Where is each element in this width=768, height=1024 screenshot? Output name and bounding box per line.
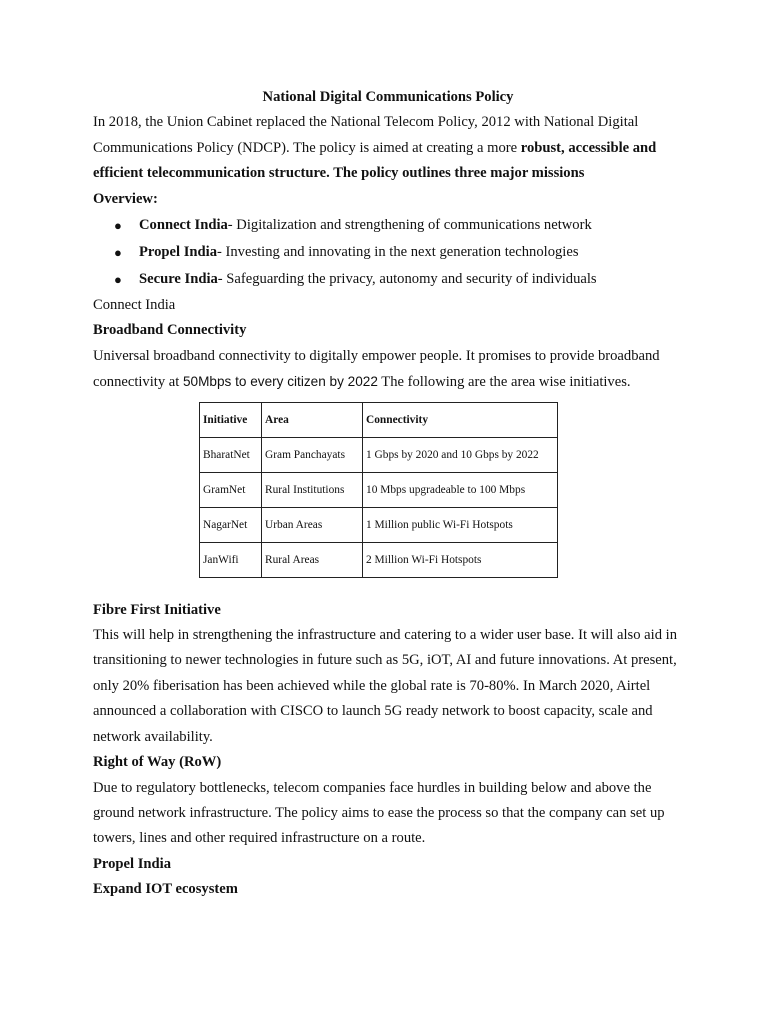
table-row <box>200 472 558 507</box>
table-cell: 1 Million public Wi-Fi Hotspots <box>363 507 558 542</box>
intro-bold-text: robust, accessible and efficient telecommunication structure. The policy outlines three major missions <box>93 139 657 182</box>
table-cell: 1 Gbps by 2020 and 10 Gbps by 2022 <box>363 437 558 472</box>
missions-list <box>93 212 683 293</box>
document-title: National Digital Communications Policy <box>262 89 514 105</box>
intro-text: In 2018, the Union Cabinet replaced the National Telecom Policy, 2012 with National Digital Communications Policy (NDCP). The policy is aimed at creating a more <box>93 114 639 156</box>
table-cell: Gram Panchayats <box>262 437 363 472</box>
list-item <box>93 266 683 293</box>
table-row <box>200 507 558 542</box>
table-cell: NagarNet <box>200 507 262 542</box>
table-row <box>200 437 558 472</box>
list-item <box>93 212 683 239</box>
table-row <box>200 542 558 577</box>
broadband-paragraph <box>93 344 683 396</box>
broadband-heading: Broadband Connectivity <box>93 322 247 339</box>
table-header-area: Area <box>262 402 363 437</box>
mission-description: - Safeguarding the privacy, autonomy and security of individuals <box>217 271 597 288</box>
table-cell: Rural Institutions <box>262 472 363 507</box>
mission-name: Propel India <box>139 244 217 261</box>
table-cell: JanWifi <box>200 542 262 577</box>
table-cell: GramNet <box>200 472 262 507</box>
table-header-initiative: Initiative <box>200 402 262 437</box>
table-cell: Rural Areas <box>262 542 363 577</box>
connect-india-label: Connect India <box>93 297 176 314</box>
bullet-icon: ● <box>114 245 122 261</box>
iot-heading: Expand IOT ecosystem <box>93 881 238 898</box>
broadband-speed-text: 50Mbps to every citizen by 2022 <box>182 374 378 390</box>
propel-heading: Propel India <box>93 855 171 872</box>
mission-name: Secure India <box>139 271 218 288</box>
document-body <box>93 85 683 903</box>
table-cell: Urban Areas <box>262 507 363 542</box>
row-paragraph: Due to regulatory bottlenecks, telecom companies face hurdles in building below and above the ground network infrastructure. The policy aims to ease the process so that the company can set up towers, lines and other required infrastructure on a route. <box>93 779 665 847</box>
table-cell: 2 Million Wi-Fi Hotspots <box>363 542 558 577</box>
list-item <box>93 239 683 266</box>
table-header-row <box>200 402 558 437</box>
intro-paragraph <box>93 110 683 186</box>
fibre-paragraph: This will help in strengthening the infrastructure and catering to a wider user base. It will also aid in transitioning to newer technologies in future such as 5G, iOT, AI and future innovations. At present, only 20% fiberisation has been achieved while the global rate is 70-80%. In March 2020, Airtel announced a collaboration with CISCO to launch 5G ready network to boost capacity, scale and network availability. <box>93 627 677 745</box>
bullet-icon: ● <box>114 218 122 234</box>
table-cell: 10 Mbps upgradeable to 100 Mbps <box>363 472 558 507</box>
row-heading: Right of Way (RoW) <box>93 754 222 771</box>
mission-name: Connect India <box>139 217 228 234</box>
overview-heading: Overview: <box>93 190 158 207</box>
mission-description: - Investing and innovating in the next generation technologies <box>217 244 579 261</box>
mission-description: - Digitalization and strengthening of communications network <box>227 217 592 234</box>
bullet-icon: ● <box>114 272 122 288</box>
fibre-heading: Fibre First Initiative <box>93 601 221 618</box>
initiatives-table <box>199 402 558 578</box>
table-cell: BharatNet <box>200 437 262 472</box>
table-header-connectivity: Connectivity <box>363 402 558 437</box>
broadband-text-end: The following are the area wise initiatives. <box>377 374 631 391</box>
broadband-text: Universal broadband connectivity to digitally empower people. It promises to provide broadband connectivity at <box>93 347 660 391</box>
